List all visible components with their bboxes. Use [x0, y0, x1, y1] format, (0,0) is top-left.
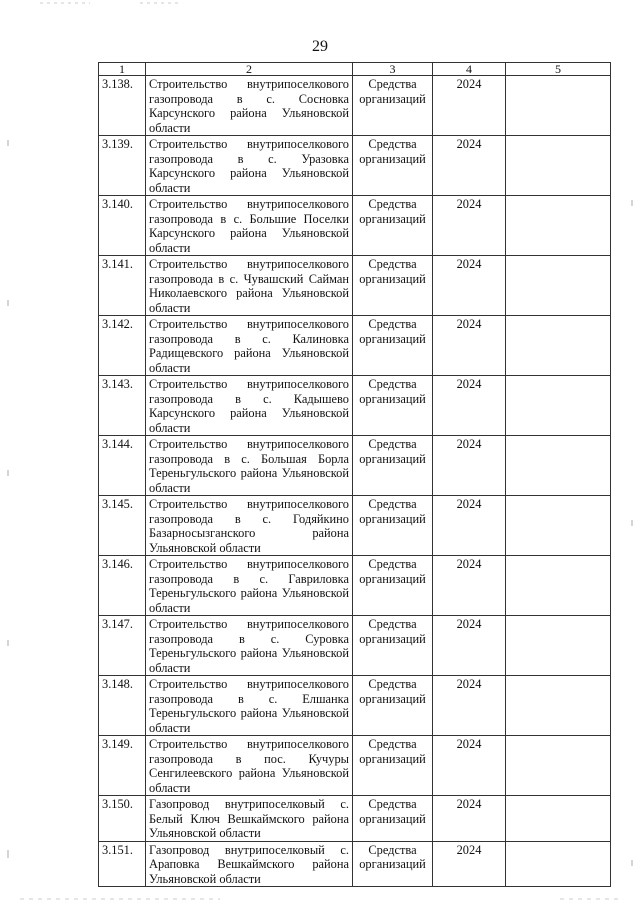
table-header-row — [99, 63, 611, 76]
column-header-1: 1 — [99, 63, 146, 76]
notes-cell — [506, 841, 611, 887]
table-row — [99, 796, 611, 842]
row-number-cell: 3.139. — [99, 136, 146, 196]
table-row — [99, 676, 611, 736]
table-row — [99, 196, 611, 256]
table-row — [99, 616, 611, 676]
year-cell: 2024 — [433, 196, 506, 256]
notes-cell — [506, 436, 611, 496]
project-name-cell: Строительство внутрипоселкового газопровода в с. Елшанка Тереньгульского района Ульяновской области — [146, 676, 353, 736]
row-number-cell: 3.148. — [99, 676, 146, 736]
funding-source-cell: Средства организаций — [353, 676, 433, 736]
project-name-cell: Строительство внутрипоселкового газопровода в с. Калиновка Радищевского района Ульяновской области — [146, 316, 353, 376]
funding-source-cell: Средства организаций — [353, 556, 433, 616]
notes-cell — [506, 676, 611, 736]
notes-cell — [506, 796, 611, 842]
row-number-cell: 3.140. — [99, 196, 146, 256]
project-name-cell: Строительство внутрипоселкового газопровода в с. Уразовка Карсунского района Ульяновской области — [146, 136, 353, 196]
funding-source-cell: Средства организаций — [353, 316, 433, 376]
project-name-cell: Строительство внутрипоселкового газопровода в с. Сосновка Карсунского района Ульяновской области — [146, 76, 353, 136]
table-row — [99, 136, 611, 196]
notes-cell — [506, 496, 611, 556]
row-number-cell: 3.151. — [99, 841, 146, 887]
funding-source-cell: Средства организаций — [353, 796, 433, 842]
project-name-cell: Строительство внутрипоселкового газопровода в с. Чувашский Сайман Николаевского района Ульяновской области — [146, 256, 353, 316]
column-header-4: 4 — [433, 63, 506, 76]
project-name-cell: Строительство внутрипоселкового газопровода в с. Суровка Тереньгульского района Ульяновской области — [146, 616, 353, 676]
year-cell: 2024 — [433, 136, 506, 196]
page-number: 29 — [312, 38, 328, 55]
funding-source-cell: Средства организаций — [353, 736, 433, 796]
notes-cell — [506, 316, 611, 376]
row-number-cell: 3.142. — [99, 316, 146, 376]
year-cell: 2024 — [433, 256, 506, 316]
row-number-cell: 3.149. — [99, 736, 146, 796]
table-row — [99, 841, 611, 887]
funding-source-cell: Средства организаций — [353, 196, 433, 256]
year-cell: 2024 — [433, 556, 506, 616]
funding-source-cell: Средства организаций — [353, 136, 433, 196]
funding-source-cell: Средства организаций — [353, 841, 433, 887]
project-name-cell: Газопровод внутрипоселковый с. Белый Ключ Вешкаймского района Ульяновской области — [146, 796, 353, 842]
year-cell: 2024 — [433, 676, 506, 736]
notes-cell — [506, 256, 611, 316]
project-name-cell: Строительство внутрипоселкового газопровода в с. Гавриловка Тереньгульского района Ульяновской области — [146, 556, 353, 616]
funding-source-cell: Средства организаций — [353, 436, 433, 496]
notes-cell — [506, 136, 611, 196]
row-number-cell: 3.145. — [99, 496, 146, 556]
year-cell: 2024 — [433, 736, 506, 796]
table-row — [99, 376, 611, 436]
row-number-cell: 3.141. — [99, 256, 146, 316]
funding-source-cell: Средства организаций — [353, 256, 433, 316]
notes-cell — [506, 376, 611, 436]
row-number-cell: 3.138. — [99, 76, 146, 136]
year-cell: 2024 — [433, 376, 506, 436]
project-name-cell: Строительство внутрипоселкового газопровода в с. Годяйкино Базарносызганского района Ульяновской области — [146, 496, 353, 556]
table-row — [99, 256, 611, 316]
notes-cell — [506, 736, 611, 796]
year-cell: 2024 — [433, 796, 506, 842]
notes-cell — [506, 196, 611, 256]
notes-cell — [506, 556, 611, 616]
year-cell: 2024 — [433, 316, 506, 376]
row-number-cell: 3.146. — [99, 556, 146, 616]
row-number-cell: 3.150. — [99, 796, 146, 842]
notes-cell — [506, 76, 611, 136]
year-cell: 2024 — [433, 436, 506, 496]
project-name-cell: Строительство внутрипоселкового газопровода в с. Кадышево Карсунского района Ульяновской области — [146, 376, 353, 436]
project-name-cell: Строительство внутрипоселкового газопровода в с. Большая Борла Тереньгульского района Ульяновской области — [146, 436, 353, 496]
column-header-2: 2 — [146, 63, 353, 76]
table-row — [99, 496, 611, 556]
year-cell: 2024 — [433, 76, 506, 136]
table-row — [99, 556, 611, 616]
funding-source-cell: Средства организаций — [353, 496, 433, 556]
table-row — [99, 76, 611, 136]
table-row — [99, 436, 611, 496]
row-number-cell: 3.143. — [99, 376, 146, 436]
year-cell: 2024 — [433, 616, 506, 676]
table-body — [99, 76, 611, 887]
project-name-cell: Строительство внутрипоселкового газопровода в пос. Кучуры Сенгилеевского района Ульяновской области — [146, 736, 353, 796]
row-number-cell: 3.144. — [99, 436, 146, 496]
project-name-cell: Газопровод внутрипоселковый с. Араповка Вешкаймского района Ульяновской области — [146, 841, 353, 887]
projects-table — [98, 62, 611, 887]
notes-cell — [506, 616, 611, 676]
funding-source-cell: Средства организаций — [353, 376, 433, 436]
funding-source-cell: Средства организаций — [353, 616, 433, 676]
column-header-3: 3 — [353, 63, 433, 76]
column-header-5: 5 — [506, 63, 611, 76]
year-cell: 2024 — [433, 496, 506, 556]
row-number-cell: 3.147. — [99, 616, 146, 676]
year-cell: 2024 — [433, 841, 506, 887]
project-name-cell: Строительство внутрипоселкового газопровода в с. Большие Поселки Карсунского района Ульяновской области — [146, 196, 353, 256]
table-row — [99, 316, 611, 376]
table-row — [99, 736, 611, 796]
funding-source-cell: Средства организаций — [353, 76, 433, 136]
